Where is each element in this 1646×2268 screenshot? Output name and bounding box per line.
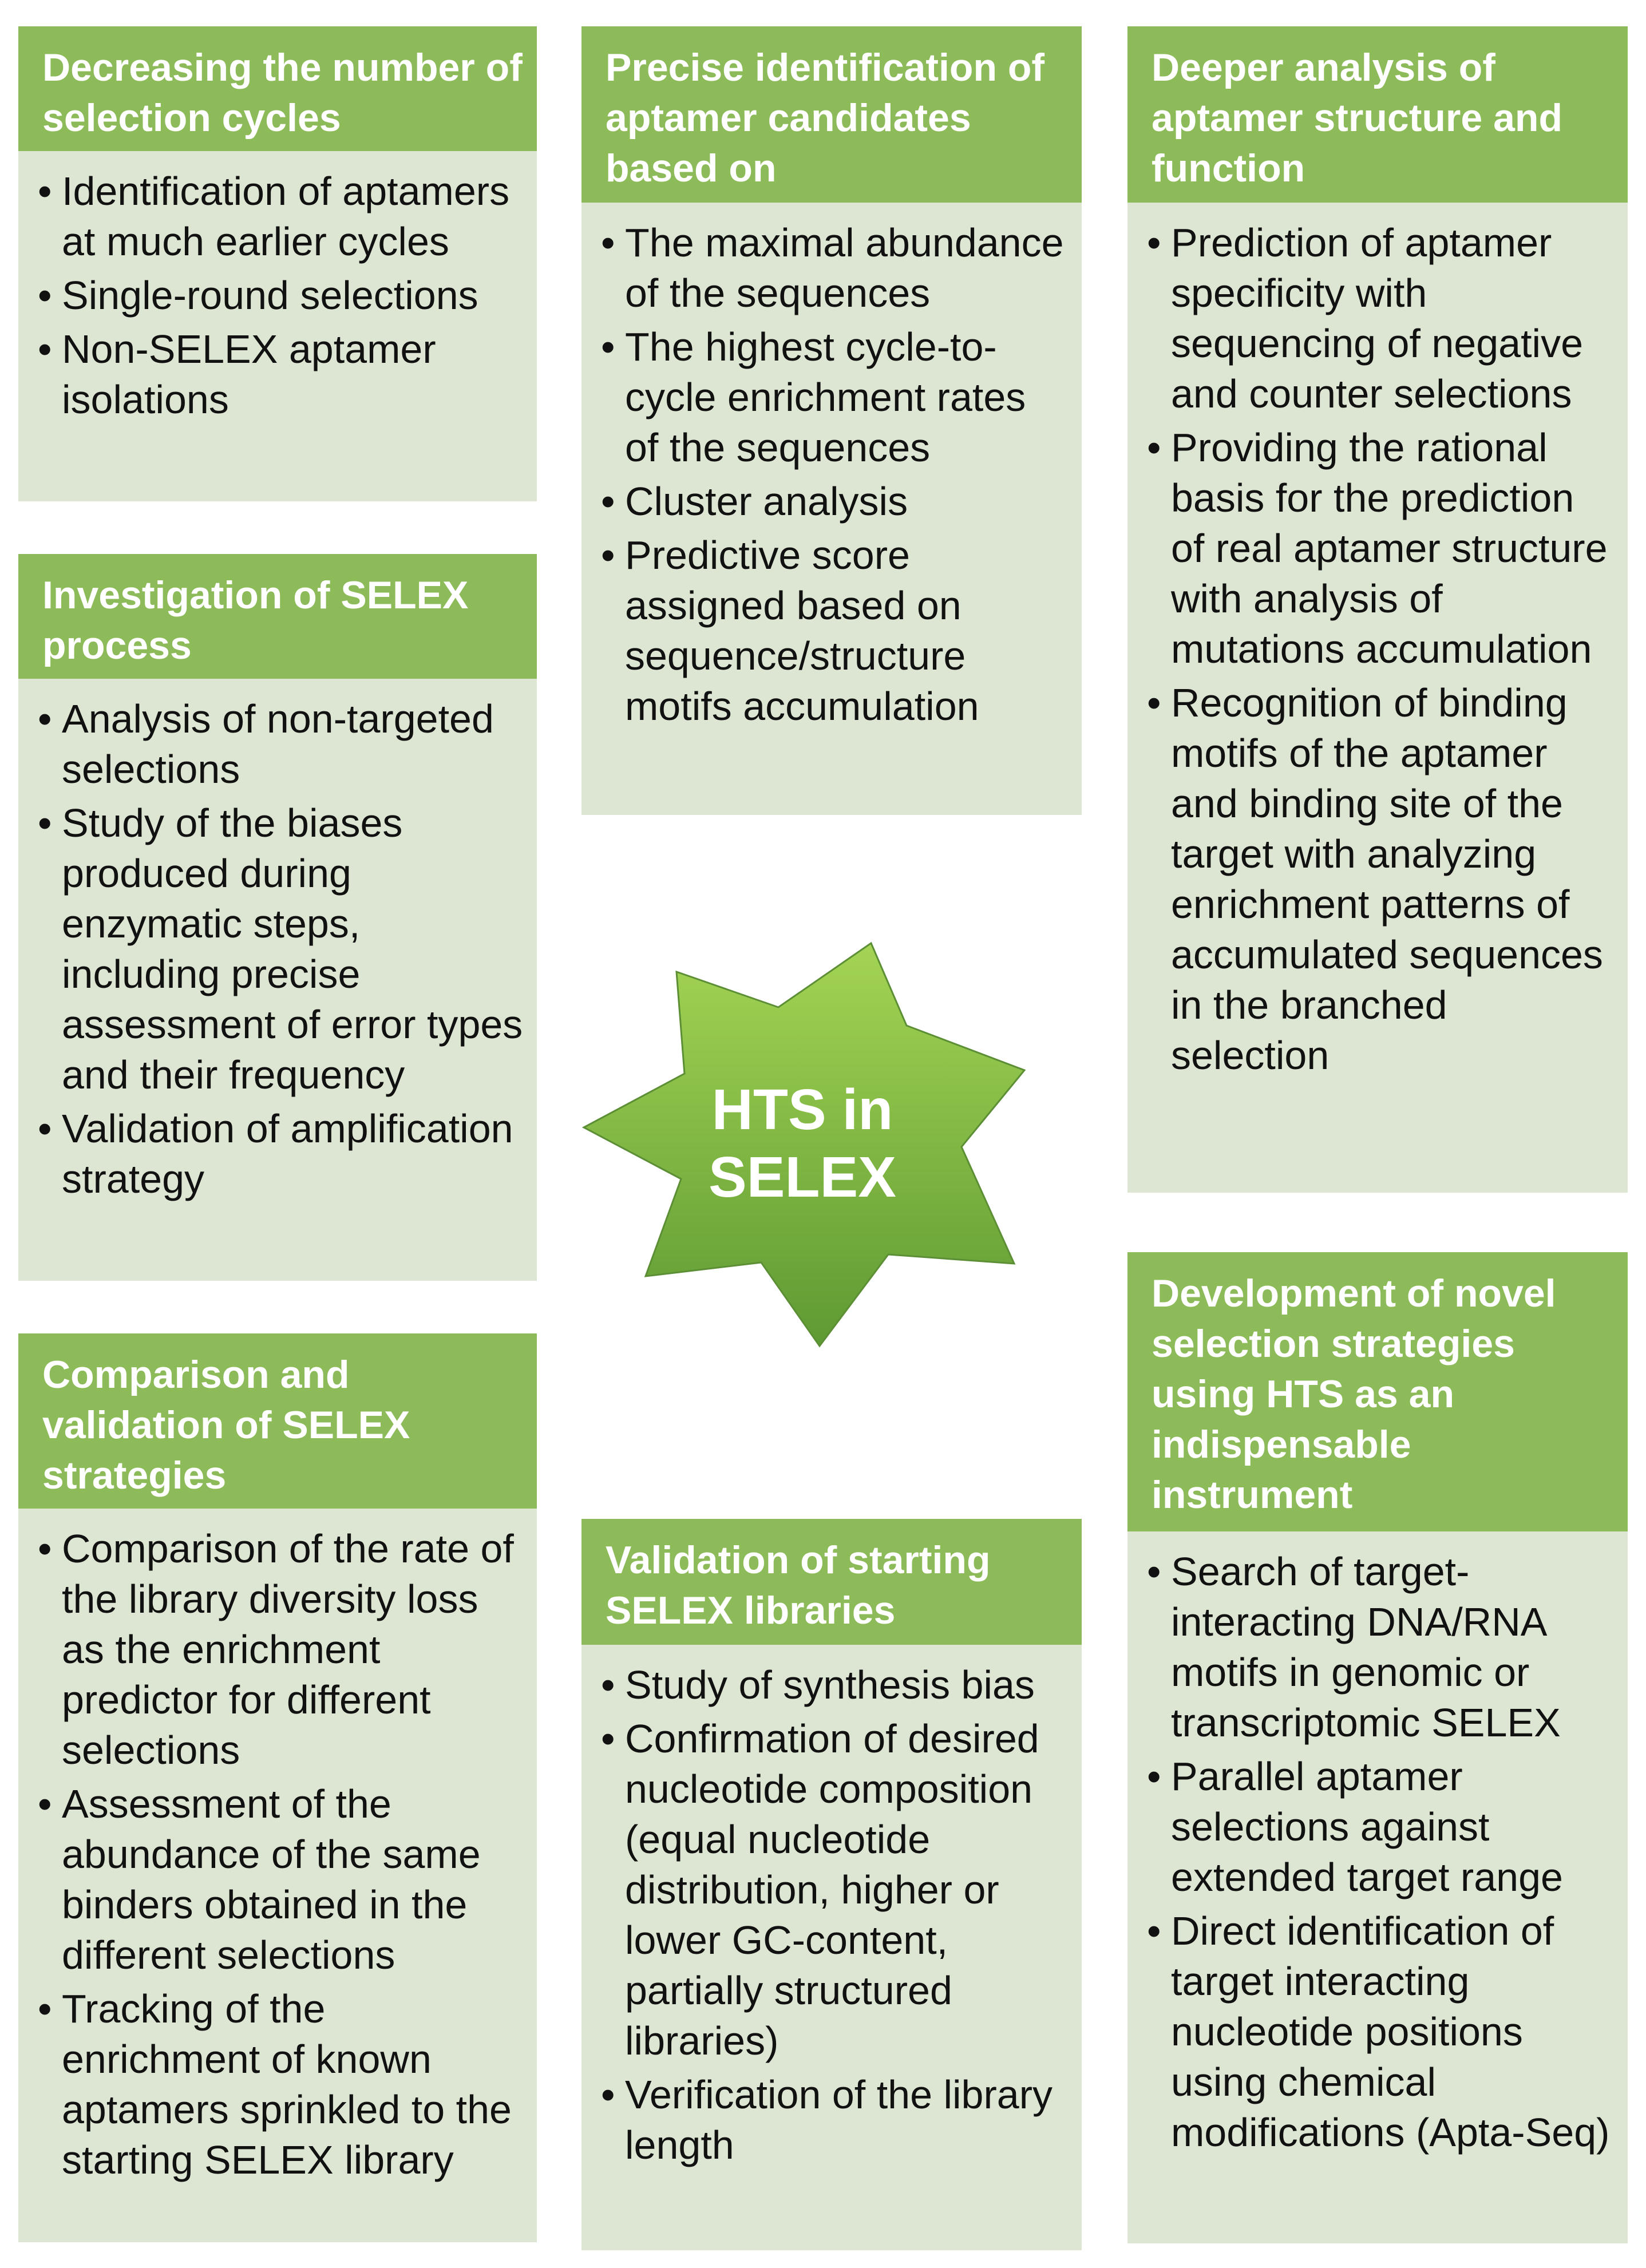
- card-title: Comparison and validation of SELEX strategies: [18, 1333, 537, 1509]
- card-body: [18, 151, 537, 501]
- card-title: Validation of starting SELEX libraries: [581, 1519, 1082, 1645]
- card-validation-libraries: [581, 1519, 1082, 2250]
- list-item: • Analysis of non-targeted selections: [38, 694, 525, 794]
- card-title: Deeper analysis of aptamer structure and function: [1127, 26, 1628, 203]
- bullet-list: [38, 166, 525, 425]
- list-item: • Parallel aptamer selections against extended target range: [1147, 1751, 1616, 1902]
- list-item: • Tracking of the enrichment of known aptamers sprinkled to the starting SELEX library: [38, 1984, 525, 2185]
- list-item: • Recognition of binding motifs of the aptamer and binding site of the target with analyzing enrichment patterns of accumulated sequences in the branched selection: [1147, 678, 1616, 1080]
- bullet-list: [601, 1660, 1070, 2170]
- card-body: [1127, 203, 1628, 1193]
- card-body: [581, 1645, 1082, 2250]
- star-label-line2: SELEX: [709, 1145, 896, 1209]
- star-label: [579, 1076, 1026, 1211]
- list-item: • The maximal abundance of the sequences: [601, 217, 1070, 318]
- bullet-list: [1147, 1546, 1616, 2158]
- list-item: • Providing the rational basis for the prediction of real aptamer structure with analysis of mutations accumulation: [1147, 422, 1616, 674]
- card-body: [18, 679, 537, 1281]
- card-title: Precise identification of aptamer candidates based on: [581, 26, 1082, 203]
- list-item: • The highest cycle-to-cycle enrichment rates of the sequences: [601, 322, 1070, 473]
- list-item: • Study of synthesis bias: [601, 1660, 1070, 1710]
- card-development: [1127, 1252, 1628, 2243]
- list-item: • Non-SELEX aptamer isolations: [38, 324, 525, 425]
- list-item: • Comparison of the rate of the library diversity loss as the enrichment predictor for different selections: [38, 1523, 525, 1775]
- bullet-list: [601, 217, 1070, 731]
- bullet-list: [38, 1523, 525, 2185]
- card-deeper-analysis: [1127, 26, 1628, 1193]
- list-item: • Prediction of aptamer specificity with sequencing of negative and counter selections: [1147, 217, 1616, 419]
- bullet-list: [1147, 217, 1616, 1080]
- list-item: • Single-round selections: [38, 270, 525, 320]
- list-item: • Study of the biases produced during enzymatic steps, including precise assessment of error types and their frequency: [38, 798, 525, 1100]
- card-body: [1127, 1531, 1628, 2243]
- card-precise-identification: [581, 26, 1082, 815]
- card-investigation: [18, 554, 537, 1281]
- card-title: Development of novel selection strategies using HTS as an indispensable instrument: [1127, 1252, 1628, 1531]
- card-decreasing-cycles: [18, 26, 537, 501]
- card-body: [18, 1509, 537, 2242]
- list-item: • Verification of the library length: [601, 2069, 1070, 2170]
- list-item: • Identification of aptamers at much earlier cycles: [38, 166, 525, 267]
- list-item: • Validation of amplification strategy: [38, 1103, 525, 1204]
- card-title: Decreasing the number of selection cycles: [18, 26, 537, 151]
- list-item: • Confirmation of desired nucleotide composition (equal nucleotide distribution, higher or lower GC-content, partially structured libraries): [601, 1713, 1070, 2066]
- card-comparison: [18, 1333, 537, 2242]
- bullet-list: [38, 694, 525, 1204]
- card-body: [581, 203, 1082, 815]
- list-item: • Assessment of the abundance of the same binders obtained in the different selections: [38, 1779, 525, 1980]
- list-item: • Predictive score assigned based on sequence/structure motifs accumulation: [601, 530, 1070, 731]
- list-item: • Search of target-interacting DNA/RNA motifs in genomic or transcriptomic SELEX: [1147, 1546, 1616, 1748]
- card-title: Investigation of SELEX process: [18, 554, 537, 679]
- list-item: • Cluster analysis: [601, 476, 1070, 527]
- list-item: • Direct identification of target interacting nucleotide positions using chemical modifications (Apta-Seq): [1147, 1906, 1616, 2158]
- star-label-line1: HTS in: [711, 1078, 893, 1142]
